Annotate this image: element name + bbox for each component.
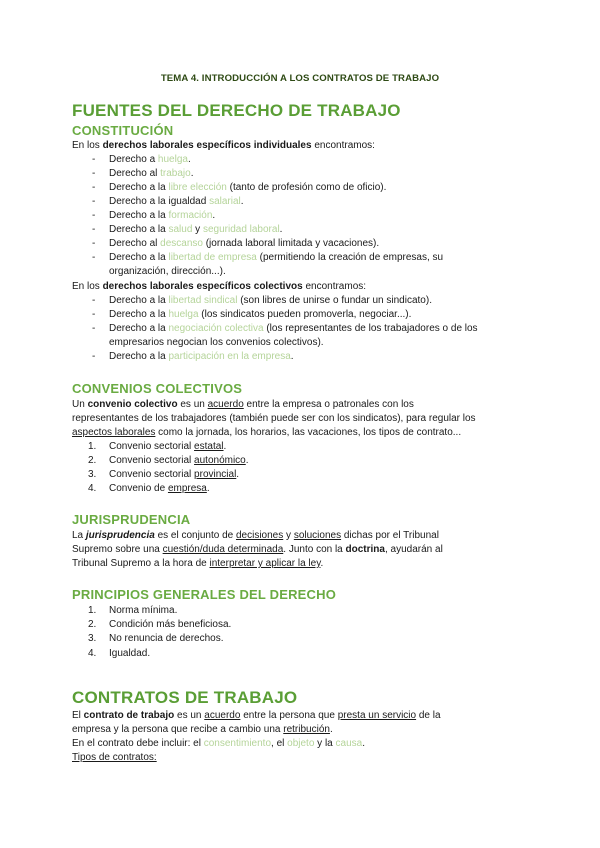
list-item: Derecho a la negociación colectiva (los representantes de los trabajadores o de los [109, 323, 478, 334]
list-item: Derecho a la huelga (los sindicatos pueden promoverla, negociar...). [109, 309, 412, 320]
convenios-paragraph-line: aspectos laborales como la jornada, los horarios, las vacaciones, los tipos de contrato... [72, 427, 462, 438]
contratos-line: En el contrato debe incluir: el consentimiento, el objeto y la causa. [72, 738, 365, 749]
list-bullet: - [92, 154, 96, 165]
subheading-jurisprudencia: JURISPRUDENCIA [72, 512, 191, 527]
list-number: 2. [88, 619, 97, 630]
list-item: Derecho a la libertad sindical (son libres de unirse o fundar un sindicato). [109, 295, 432, 306]
list-item: Convenio de empresa. [109, 483, 210, 494]
list-item-continuation: empresarios negocian los convenios colectivos). [109, 337, 324, 348]
jurisprudencia-line: Tribunal Supremo a la hora de interpretar y aplicar la ley. [72, 558, 324, 569]
list-number: 1. [88, 441, 97, 452]
list-item: Igualdad. [109, 648, 151, 659]
list-item: Derecho al trabajo. [109, 168, 194, 179]
list-item: Derecho a la salud y seguridad laboral. [109, 224, 283, 235]
subheading-principios: PRINCIPIOS GENERALES DEL DERECHO [72, 587, 337, 602]
constitucion-intro-colectivos: En los derechos laborales específicos colectivos encontramos: [72, 281, 367, 292]
list-bullet: - [92, 323, 96, 334]
list-bullet: - [92, 238, 96, 249]
list-item: Derecho a la participación en la empresa. [109, 351, 294, 362]
list-item: Derecho a la libre elección (tanto de profesión como de oficio). [109, 182, 387, 193]
list-number: 4. [88, 483, 97, 494]
constitucion-intro: En los derechos laborales específicos individuales encontramos: [72, 140, 375, 151]
subheading-convenios: CONVENIOS COLECTIVOS [72, 381, 243, 396]
list-number: 2. [88, 455, 97, 466]
convenios-paragraph-line: representantes de los trabajadores (también puede ser con los sindicatos), para regular los [72, 413, 476, 424]
list-item: Norma mínima. [109, 605, 178, 616]
list-item: Convenio sectorial provincial. [109, 469, 240, 480]
list-item-continuation: organización, dirección...). [109, 266, 226, 277]
list-item: Derecho a huelga. [109, 154, 191, 165]
list-number: 3. [88, 633, 97, 644]
list-item: Convenio sectorial estatal. [109, 441, 227, 452]
list-bullet: - [92, 210, 96, 221]
contratos-line: empresa y la persona que recibe a cambio una retribución. [72, 724, 333, 735]
list-item: Condición más beneficiosa. [109, 619, 232, 630]
tipos-de-contratos-label: Tipos de contratos: [72, 752, 157, 763]
list-item: Derecho a la formación. [109, 210, 216, 221]
list-item: Derecho a la igualdad salarial. [109, 196, 244, 207]
list-bullet: - [92, 351, 96, 362]
jurisprudencia-line: La jurisprudencia es el conjunto de decisiones y soluciones dichas por el Tribunal [72, 530, 439, 541]
list-number: 1. [88, 605, 97, 616]
convenios-paragraph-line: Un convenio colectivo es un acuerdo entre la empresa o patronales con los [72, 399, 414, 410]
list-bullet: - [92, 295, 96, 306]
list-bullet: - [92, 309, 96, 320]
document-title: TEMA 4. INTRODUCCIÓN A LOS CONTRATOS DE TRABAJO [160, 73, 440, 84]
list-item: Derecho a la libertad de empresa (permitiendo la creación de empresas, su [109, 252, 444, 263]
list-bullet: - [92, 196, 96, 207]
list-bullet: - [92, 224, 96, 235]
contratos-line: El contrato de trabajo es un acuerdo entre la persona que presta un servicio de la [72, 710, 441, 721]
list-bullet: - [92, 252, 96, 263]
subheading-constitucion: CONSTITUCIÓN [72, 123, 174, 138]
section-heading-fuentes: FUENTES DEL DERECHO DE TRABAJO [72, 101, 401, 120]
list-bullet: - [92, 168, 96, 179]
jurisprudencia-line: Supremo sobre una cuestión/duda determinada. Junto con la doctrina, ayudarán al [72, 544, 443, 555]
list-bullet: - [92, 182, 96, 193]
list-number: 3. [88, 469, 97, 480]
list-number: 4. [88, 648, 97, 659]
list-item: Derecho al descanso (jornada laboral limitada y vacaciones). [109, 238, 380, 249]
list-item: No renuncia de derechos. [109, 633, 224, 644]
list-item: Convenio sectorial autonómico. [109, 455, 249, 466]
section-heading-contratos: CONTRATOS DE TRABAJO [72, 688, 298, 707]
